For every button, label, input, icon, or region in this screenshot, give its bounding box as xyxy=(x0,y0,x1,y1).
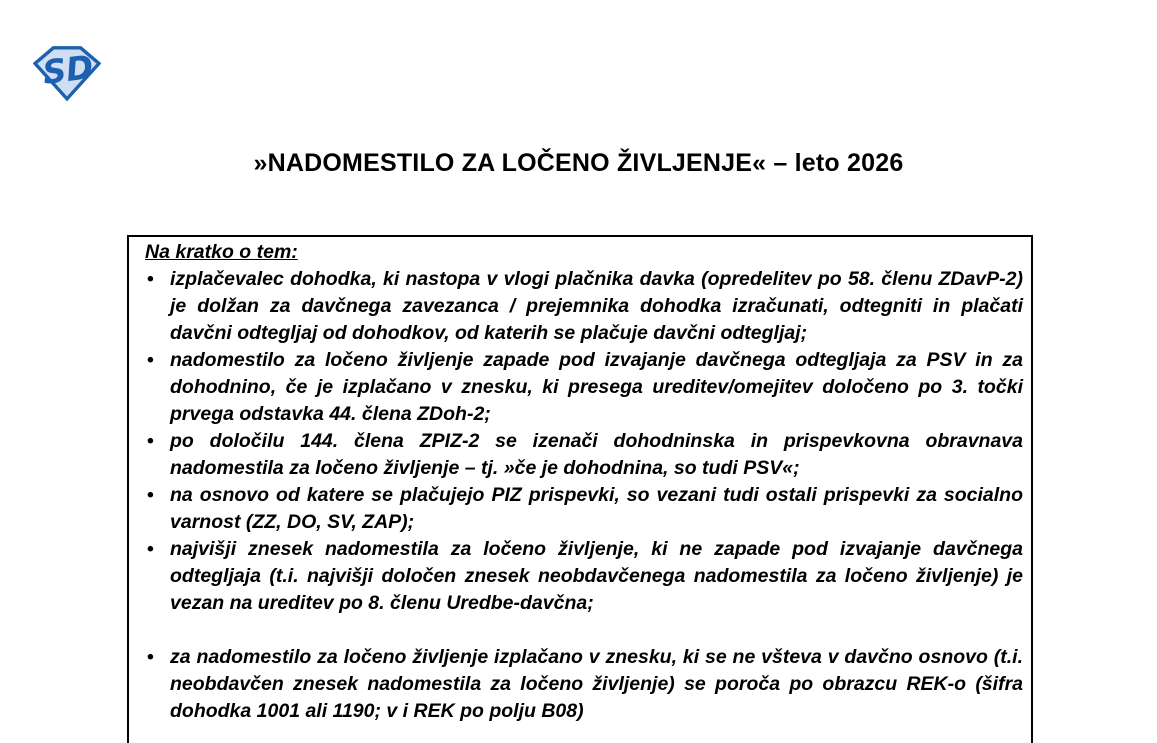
summary-box-heading: Na kratko o tem: xyxy=(145,241,298,263)
bullet-marker: • xyxy=(147,646,154,668)
list-item-text: po določilu 144. člena ZPIZ-2 se izenači dohodninska in prispevkovna obravnava nadomestila za ločeno življenje – tj. »če je dohodnina, so tudi PSV«; xyxy=(170,430,1023,479)
bullet-marker: • xyxy=(147,430,154,452)
list-item-text: nadomestilo za ločeno življenje zapade pod izvajanje davčnega odtegljaja za PSV in za dohodnino, če je izplačano v znesku, ki presega ureditev/omejitev določeno po 3. točki prvega odstavka 44. člena ZDoh-2; xyxy=(170,349,1023,425)
sd-diamond-logo-icon xyxy=(33,44,101,102)
summary-box xyxy=(127,235,1033,743)
list-item xyxy=(145,347,1023,428)
list-item-text: za nadomestilo za ločeno življenje izplačano v znesku, ki se ne všteva v davčno osnovo (t.i. neobdavčen znesek nadomestila za ločeno življenje) se poroča po obrazcu REK-o (šifra dohodka 1001 ali 1190; v i REK po polju B08) xyxy=(170,646,1023,722)
page-title: »NADOMESTILO ZA LOČENO ŽIVLJENJE« – leto 2026 xyxy=(253,149,904,177)
sd-logo-svg xyxy=(33,44,101,102)
list-item-text: najvišji znesek nadomestila za ločeno življenje, ki ne zapade pod izvajanje davčnega odtegljaja (t.i. najvišji določen znesek neobdavčenega nadomestila za ločeno življenje) je vezan na ureditev po 8. členu Uredbe-davčna; xyxy=(170,538,1023,614)
bullet-marker: • xyxy=(147,268,154,290)
list-item xyxy=(145,482,1023,536)
list-item xyxy=(145,266,1023,347)
list-item xyxy=(145,428,1023,482)
list-item xyxy=(145,536,1023,617)
list-item-text: izplačevalec dohodka, ki nastopa v vlogi plačnika davka (opredelitev po 58. členu ZDavP-2) je dolžan za davčnega zavezanca / prejemnika dohodka izračunati, odtegniti in plačati davčni odtegljaj od dohodkov, od katerih se plačuje davčni odtegljaj; xyxy=(170,268,1023,344)
list-item-text: na osnovo od katere se plačujejo PIZ prispevki, so vezani tudi ostali prispevki za socialno varnost (ZZ, DO, SV, ZAP); xyxy=(170,484,1023,533)
bullet-marker: • xyxy=(147,538,154,560)
logo-letters: SD xyxy=(40,48,96,92)
list-item xyxy=(145,644,1023,725)
bullet-marker: • xyxy=(147,484,154,506)
bullet-marker: • xyxy=(147,349,154,371)
summary-bullet-list xyxy=(145,266,1023,725)
